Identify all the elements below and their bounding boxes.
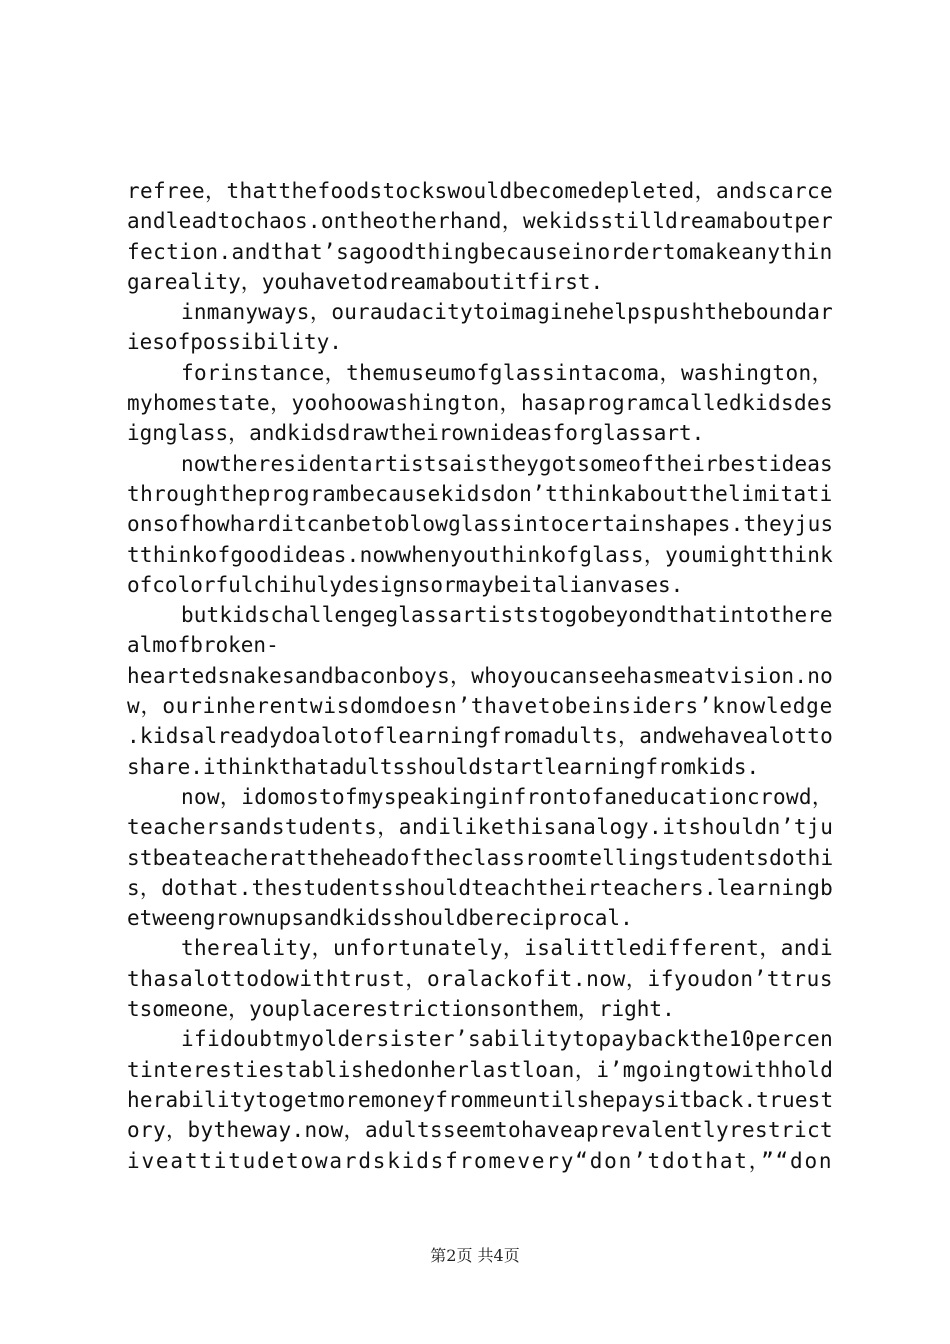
text-line: iveattitudetowardskidsfromevery“don’tdothat，”“don	[127, 1148, 834, 1173]
text-line: throughtheprogrambecausekidsdon’tthinkaboutthelimitati	[127, 481, 833, 506]
text-line: fection.andthat’sagoodthingbecauseinordertomakeanythin	[127, 239, 833, 264]
text-line: share.ithinkthatadultsshouldstartlearningfromkids.	[127, 754, 760, 779]
text-line: stbeateacherattheheadoftheclassroomtellingstudentsdothi	[127, 845, 834, 870]
text-line: tthinkofgoodideas.nowwhenyouthinkofglass，youmightthink	[127, 542, 834, 567]
text-line: onsofhowharditcanbetoblowglassintocertainshapes.theyjus	[127, 512, 834, 537]
text-line: etweengrownupsandkidsshouldbereciprocal.	[127, 906, 633, 931]
text-line: .kidsalreadydoalotoflearningfromadults，andwehavealotto	[127, 724, 834, 749]
text-line: nowtheresidentartistsaistheygotsomeoftheirbestideas	[181, 451, 833, 476]
text-line: almofbroken-	[127, 633, 279, 658]
text-line: gareality，youhavetodreamaboutitfirst.	[127, 269, 604, 294]
body-text	[127, 176, 833, 1176]
text-line: refree，thatthefoodstockswouldbecomedepleted，andscarce	[127, 179, 833, 203]
text-line: herabilitytogetmoremoneyfrommeuntilshepaysitback.truest	[127, 1087, 834, 1112]
text-line: forinstance，themuseumofglassintacoma，washington，	[181, 360, 833, 385]
text-line: thasalottodowithtrust，oralackofit.now，ifyoudon’ttrus	[127, 966, 834, 991]
text-line: tsomeone，youplacerestrictionsonthem，right.	[127, 997, 675, 1022]
text-line: now，idomostofmyspeakinginfrontofaneducationcrowd，	[181, 784, 834, 809]
text-line: iesofpossibility.	[127, 330, 342, 355]
text-line: heartedsnakesandbaconboys，whoyoucanseehasmeatvision.no	[127, 663, 834, 688]
text-line: ofcolorfulchihulydesignsormaybeitalianvases.	[127, 572, 684, 597]
text-line: w，ourinherentwisdomdoesn’thavetobeinsiders’knowledge	[127, 694, 833, 719]
text-line: ignglass，andkidsdrawtheirownideasforglassart.	[127, 421, 705, 446]
text-line: myhomestate，yoohoowashington，hasaprogramcalledkidsdes	[127, 391, 833, 416]
text-line: butkidschallengeglassartiststogobeyondthatintothere	[181, 603, 833, 628]
text-line: andleadtochaos.ontheotherhand，wekidsstilldreamaboutper	[127, 209, 834, 234]
text-line: thereality，unfortunately，isalittledifferent，andi	[181, 936, 833, 961]
text-line: inmanyways，ouraudacitytoimaginehelpspushtheboundar	[181, 300, 833, 325]
text-line: tinterestiestablishedonherlastloan，i’mgoingtowithhold	[127, 1057, 834, 1082]
text-line: teachersandstudents，andilikethisanalogy.itshouldn’tju	[127, 815, 834, 840]
text-line: ifidoubtmyoldersister’sabilitytopaybackthe10percen	[181, 1027, 834, 1052]
page-footer: 第2页 共4页	[430, 1246, 520, 1265]
text-line: ory，bytheway.now，adultsseemtohaveaprevalentlyrestrict	[127, 1118, 833, 1143]
text-line: s，dothat.thestudentsshouldteachtheirteachers.learningb	[127, 875, 834, 900]
